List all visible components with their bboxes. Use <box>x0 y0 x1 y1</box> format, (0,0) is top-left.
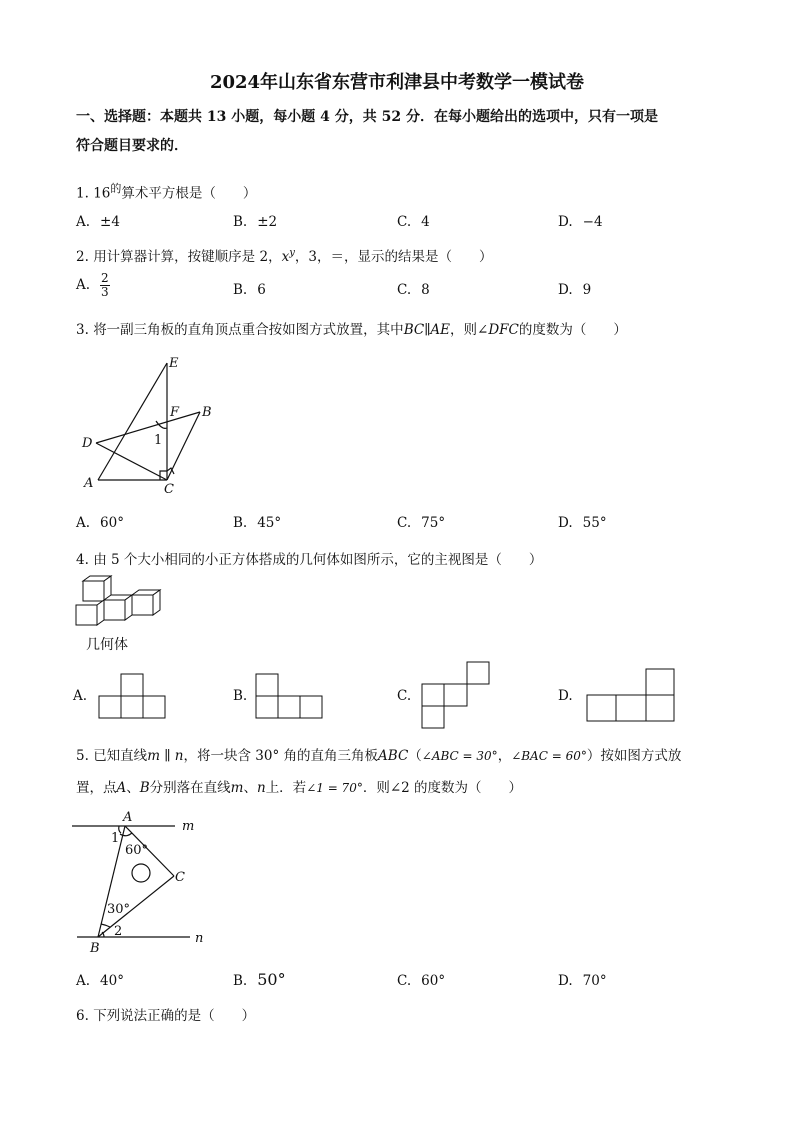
fraction-denominator: 3 <box>101 285 109 299</box>
label-b: B <box>90 941 100 956</box>
section-header-line2: 符合题目要求的． <box>76 138 188 154</box>
q4-option-b-figure[interactable] <box>254 673 324 721</box>
label-angle-2: 2 <box>114 924 123 939</box>
q1-option-d[interactable] <box>558 214 603 230</box>
q5-option-d[interactable] <box>558 973 607 989</box>
option-label: A. <box>76 277 91 293</box>
square <box>646 669 674 695</box>
square <box>616 695 646 721</box>
question-5-line-2 <box>76 776 522 796</box>
question-number: 1. <box>76 185 89 202</box>
square <box>278 696 300 718</box>
q5-text: 已知直线 <box>93 748 148 764</box>
label-a: A <box>84 476 94 491</box>
q3-text-a: 将一副三角板的直角顶点重合按如图方式放置，其中 <box>93 322 404 338</box>
line-db <box>96 412 200 443</box>
q5-math: m <box>230 780 244 796</box>
option-value: −4 <box>582 214 603 230</box>
q3-option-c[interactable] <box>397 515 445 531</box>
q3-option-d[interactable] <box>558 515 607 531</box>
option-label: C. <box>397 973 412 989</box>
q3-text-c: 的度数为（ ） <box>518 322 627 338</box>
q5-text: 、 <box>126 780 140 796</box>
option-label: C. <box>397 214 412 230</box>
q1-sup: 的 <box>110 182 122 195</box>
q2-text-a: 用计算器计算，按键顺序是 2， <box>93 249 282 265</box>
label-e: E <box>169 356 179 371</box>
q3-math-a: BC∥AE <box>403 322 451 338</box>
question-3 <box>76 318 627 338</box>
square <box>121 696 143 718</box>
option-value: 50° <box>257 970 286 989</box>
option-label: D. <box>558 515 573 531</box>
hole-circle <box>132 864 150 882</box>
q4-option-b-label[interactable]: B. <box>233 688 248 704</box>
question-6 <box>76 1004 255 1024</box>
option-value: 40° <box>100 973 124 989</box>
label-c: C <box>175 870 185 885</box>
q5-text: 上．若 <box>265 780 307 796</box>
q2-option-b[interactable] <box>233 282 266 298</box>
angle-30-arc <box>101 924 110 927</box>
option-value: ±4 <box>100 214 120 230</box>
q5-figure <box>70 806 220 958</box>
label-a: A <box>123 810 133 825</box>
label-c: C <box>164 482 174 497</box>
cube-front-face <box>104 600 125 620</box>
q1-base: 16 <box>93 185 111 202</box>
square <box>99 696 121 718</box>
q5-text: ， <box>497 748 512 764</box>
q5-math: ∠BAC = 60° <box>511 749 587 763</box>
option-value: ±2 <box>257 214 278 230</box>
cube-side-face <box>153 590 160 615</box>
q4-text: 由 5 个大小相同的小正方体搭成的几何体如图所示，它的主视图是（ ） <box>93 552 543 568</box>
q2-option-d[interactable] <box>558 282 591 298</box>
section-header <box>76 103 736 161</box>
q4-option-d-figure[interactable] <box>585 667 677 725</box>
q6-text: 下列说法正确的是（ ） <box>93 1008 256 1024</box>
square <box>444 684 467 706</box>
option-label: D. <box>558 214 573 230</box>
question-number: 5. <box>76 748 89 764</box>
option-label: C. <box>397 282 412 298</box>
section-header-line1: 一、选择题：本题共 13 小题，每小题 4 分，共 52 分．在每小题给出的选项中，只有一项是 <box>76 109 658 125</box>
q3-option-a[interactable] <box>76 515 124 531</box>
q3-option-b[interactable] <box>233 515 281 531</box>
q4-option-c-label[interactable]: C. <box>397 688 412 704</box>
q5-text: （ <box>408 748 422 764</box>
square <box>646 695 674 721</box>
question-4 <box>76 548 542 568</box>
q4-option-d-label[interactable]: D. <box>558 688 573 704</box>
option-label: A. <box>76 214 91 230</box>
q5-option-c[interactable] <box>397 973 445 989</box>
q5-math: B <box>139 780 150 796</box>
label-d: D <box>82 436 93 451</box>
q4-option-a-figure[interactable] <box>97 673 167 721</box>
q1-option-c[interactable] <box>397 214 430 230</box>
square <box>256 674 278 696</box>
option-label: B. <box>233 515 248 531</box>
q4-option-a-label[interactable]: A. <box>73 688 88 704</box>
fraction <box>100 272 110 299</box>
label-angle-1: 1 <box>154 433 163 448</box>
square <box>121 674 143 696</box>
label-n: n <box>195 931 204 946</box>
label-30: 30° <box>107 902 131 917</box>
option-value: 4 <box>421 214 430 230</box>
q3-math-b: ∠DFC <box>477 322 519 338</box>
option-label: D. <box>558 973 573 989</box>
cube-side-face <box>97 600 104 625</box>
question-1 <box>76 180 256 202</box>
cube-side-face <box>125 595 132 620</box>
q4-figure-caption: 几何体 <box>86 637 128 653</box>
option-value: 45° <box>257 515 282 531</box>
q5-text: ．则∠2 的度数为（ ） <box>362 780 523 796</box>
option-label: B. <box>233 214 248 230</box>
label-angle-1: 1 <box>111 831 120 846</box>
q5-math: ∠ABC = 30° <box>421 749 498 763</box>
q5-math: n <box>256 780 266 796</box>
square <box>422 706 444 728</box>
option-value: 8 <box>421 282 430 298</box>
option-label: D. <box>558 282 573 298</box>
cube-front-face <box>83 581 104 601</box>
option-label: A. <box>76 515 91 531</box>
square <box>422 684 444 706</box>
q2-key: x <box>281 249 290 265</box>
option-label: B. <box>233 282 248 298</box>
square <box>256 696 278 718</box>
option-value: 75° <box>421 515 446 531</box>
q5-math: A <box>116 780 127 796</box>
q1-option-b[interactable] <box>233 214 277 230</box>
square <box>143 696 165 718</box>
q5-math: ABC <box>378 748 409 764</box>
q2-option-c[interactable] <box>397 282 430 298</box>
page-title: 2024年山东省东营市利津县中考数学一模试卷 <box>209 72 585 93</box>
square <box>587 695 616 721</box>
angle-60-arc <box>120 833 132 836</box>
q5-text: 、 <box>243 780 257 796</box>
option-value: 60° <box>421 973 446 989</box>
cube-front-face <box>132 595 153 615</box>
q4-solid-figure <box>74 574 164 632</box>
square <box>467 662 489 684</box>
cube-front-face <box>76 605 97 625</box>
option-label: A. <box>76 973 91 989</box>
question-number: 4. <box>76 552 89 568</box>
question-number: 6. <box>76 1008 89 1024</box>
question-5-line-1 <box>76 744 726 764</box>
option-label: B. <box>233 973 248 989</box>
q5-option-b[interactable] <box>233 970 286 989</box>
fraction-numerator: 2 <box>101 271 109 285</box>
option-value: 9 <box>582 282 592 298</box>
q4-option-c-figure[interactable] <box>420 660 492 732</box>
q5-text: 置，点 <box>76 780 117 796</box>
label-b: B <box>202 405 212 420</box>
q3-text-b: ，则 <box>450 322 478 338</box>
q2-key-sup: y <box>289 247 295 259</box>
q5-math: ∠1 = 70° <box>306 781 363 795</box>
option-value: 70° <box>582 973 607 989</box>
option-value: 6 <box>257 282 266 298</box>
q5-text: ，将一块含 30° 角的直角三角板 <box>183 748 379 764</box>
question-2 <box>76 245 492 265</box>
q1-option-a[interactable] <box>76 214 120 230</box>
label-60: 60° <box>125 843 149 858</box>
option-value: 60° <box>100 515 124 531</box>
label-m: m <box>182 819 195 834</box>
q5-text: ）按如图方式放 <box>586 748 682 764</box>
q5-text: 分别落在直线 <box>149 780 231 796</box>
label-f: F <box>170 405 180 420</box>
q2-text-b: ，3，＝，显示的结果是（ ） <box>294 249 493 265</box>
question-number: 3. <box>76 322 89 338</box>
line-dc <box>96 443 167 480</box>
option-label: C. <box>397 515 412 531</box>
option-value: 55° <box>582 515 607 531</box>
q5-option-a[interactable] <box>76 973 124 989</box>
square <box>300 696 322 718</box>
q5-math: m ∥ n <box>147 748 184 764</box>
question-number: 2. <box>76 249 89 265</box>
q2-option-a[interactable] <box>76 272 110 299</box>
q3-figure <box>76 350 236 500</box>
q1-text: 算术平方根是（ ） <box>121 185 257 202</box>
